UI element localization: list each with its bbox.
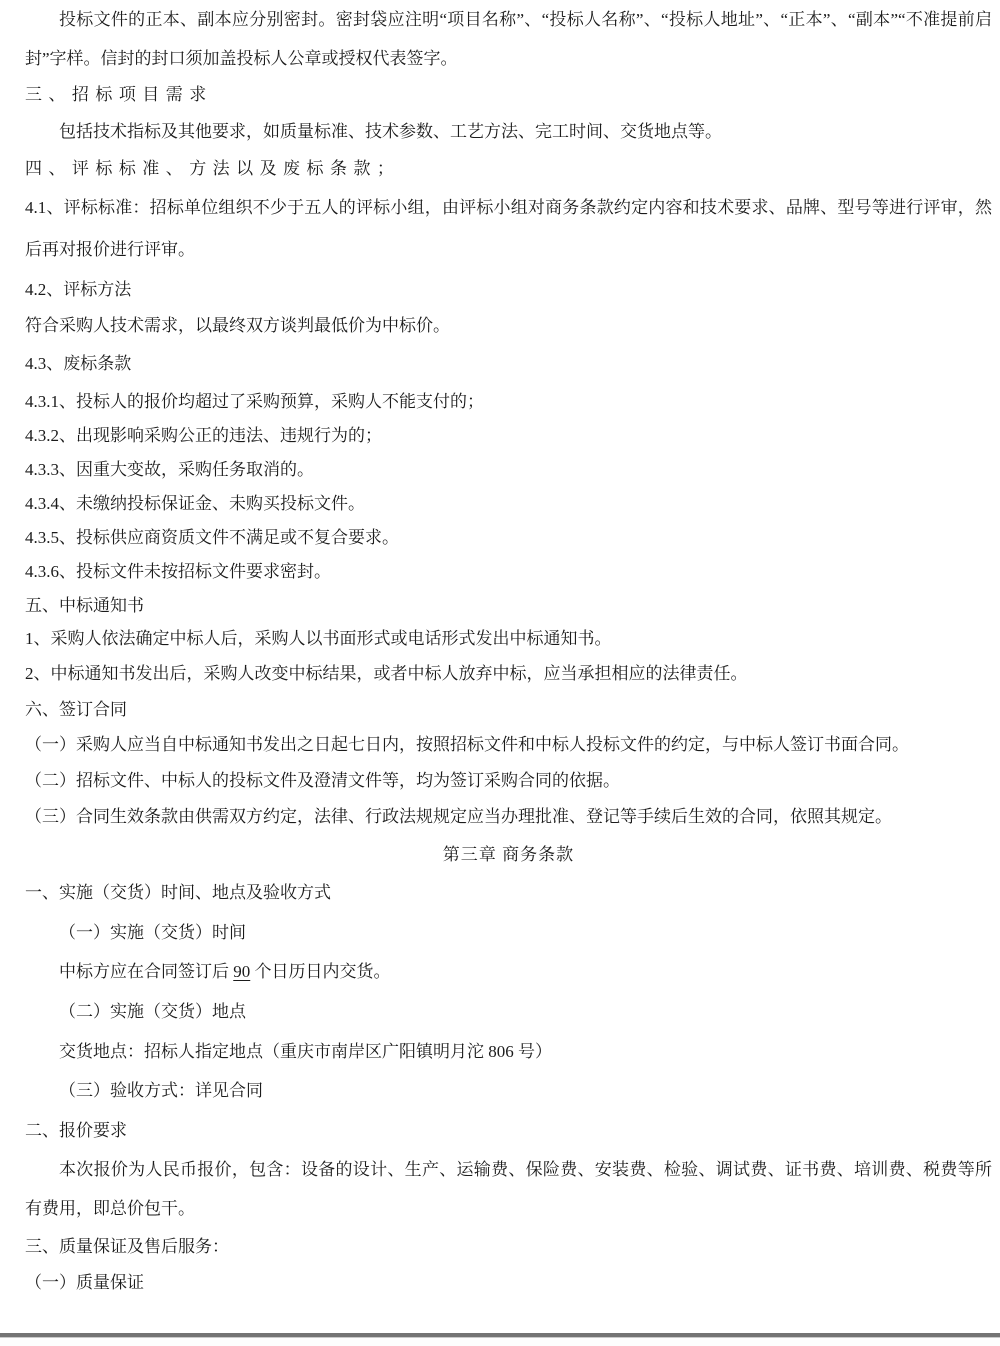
paragraph-sealing-requirements: 投标文件的正本、副本应分别密封。密封袋应注明“项目名称”、“投标人名称”、“投标人地址”、“正本”、“副本”“不准提前启封”字样。信封的封口须加盖投标人公章或授权代表签字。 [25,10,992,68]
paragraph-item-4-2-body: 符合采购人技术需求，以最终双方谈判最低价为中标价。 [25,316,450,335]
paragraph-quality-guarantee-label: （一）质量保证 [25,1273,144,1292]
heading-section-6-sign-contract: 六、签订合同 [25,700,127,719]
delivery-time-suffix: 个日历日内交货。 [250,962,391,981]
paragraph-item-4-1: 4.1、评标标准：招标单位组织不少于五人的评标小组，由评标小组对商务条款约定内容和技术要求、品牌、型号等进行评审，然后再对报价进行评审。 [25,198,992,259]
paragraph-delivery-place-label: （二）实施（交货）地点 [59,1002,246,1021]
paragraph-item-4-2: 4.2、评标方法 [25,280,132,299]
paragraph-item-4-3-4: 4.3.4、未缴纳投标保证金、未购买投标文件。 [25,494,365,513]
chapter-3-title-commercial-terms: 第三章 商务条款 [442,845,575,864]
paragraph-delivery-place: 交货地点：招标人指定地点（重庆市南岸区广阳镇明月沱 806 号） [59,1042,552,1061]
paragraph-delivery-time-label: （一）实施（交货）时间 [59,923,246,942]
paragraph-section-3-body: 包括技术指标及其他要求，如质量标准、技术参数、工艺方法、完工时间、交货地点等。 [59,122,722,141]
heading-section-3-tender-requirements: 三、招标项目需求 [25,85,213,104]
heading-ch3-section-3-quality: 三、质量保证及售后服务： [25,1237,229,1256]
paragraph-section-6-item-3: （三）合同生效条款由供需双方约定，法律、行政法规规定应当办理批准、登记等手续后生效的合同，依照其规定。 [25,807,892,826]
paragraph-item-4-3-1: 4.3.1、投标人的报价均超过了采购预算，采购人不能支付的； [25,392,484,411]
heading-section-5-award-notice: 五、中标通知书 [25,596,144,615]
delivery-days-value: 90 [233,962,251,981]
page-below-gap [0,1338,1000,1346]
paragraph-quotation-body: 本次报价为人民币报价，包含：设备的设计、生产、运输费、保险费、安装费、检验、调试费、证书费、培训费、税费等所有费用，即总价包干。 [25,1160,992,1218]
paragraph-item-4-3-2: 4.3.2、出现影响采购公正的违法、违规行为的； [25,426,382,445]
paragraph-section-5-item-2: 2、中标通知书发出后，采购人改变中标结果，或者中标人放弃中标，应当承担相应的法律责任。 [25,664,748,683]
paragraph-section-6-item-2: （二）招标文件、中标人的投标文件及澄清文件等，均为签订采购合同的依据。 [25,771,620,790]
heading-section-4-evaluation: 四、评标标准、方法以及废标条款； [25,159,401,178]
heading-ch3-section-1-delivery: 一、实施（交货）时间、地点及验收方式 [25,883,331,902]
heading-ch3-section-2-quotation: 二、报价要求 [25,1121,127,1140]
paragraph-section-5-item-1: 1、采购人依法确定中标人后，采购人以书面形式或电话形式发出中标通知书。 [25,629,612,648]
paragraph-delivery-time [25,952,992,992]
paragraph-acceptance-method: （三）验收方式：详见合同 [59,1081,263,1100]
paragraph-item-4-3-3: 4.3.3、因重大变故，采购任务取消的。 [25,460,314,479]
delivery-time-prefix: 中标方应在合同签订后 [59,962,234,981]
paragraph-section-6-item-1: （一）采购人应当自中标通知书发出之日起七日内，按照招标文件和中标人投标文件的约定，与中标人签订书面合同。 [25,735,909,754]
paragraph-item-4-3-5: 4.3.5、投标供应商资质文件不满足或不复合要求。 [25,528,399,547]
paragraph-item-4-3: 4.3、废标条款 [25,354,132,373]
paragraph-item-4-3-6: 4.3.6、投标文件未按招标文件要求密封。 [25,562,331,581]
